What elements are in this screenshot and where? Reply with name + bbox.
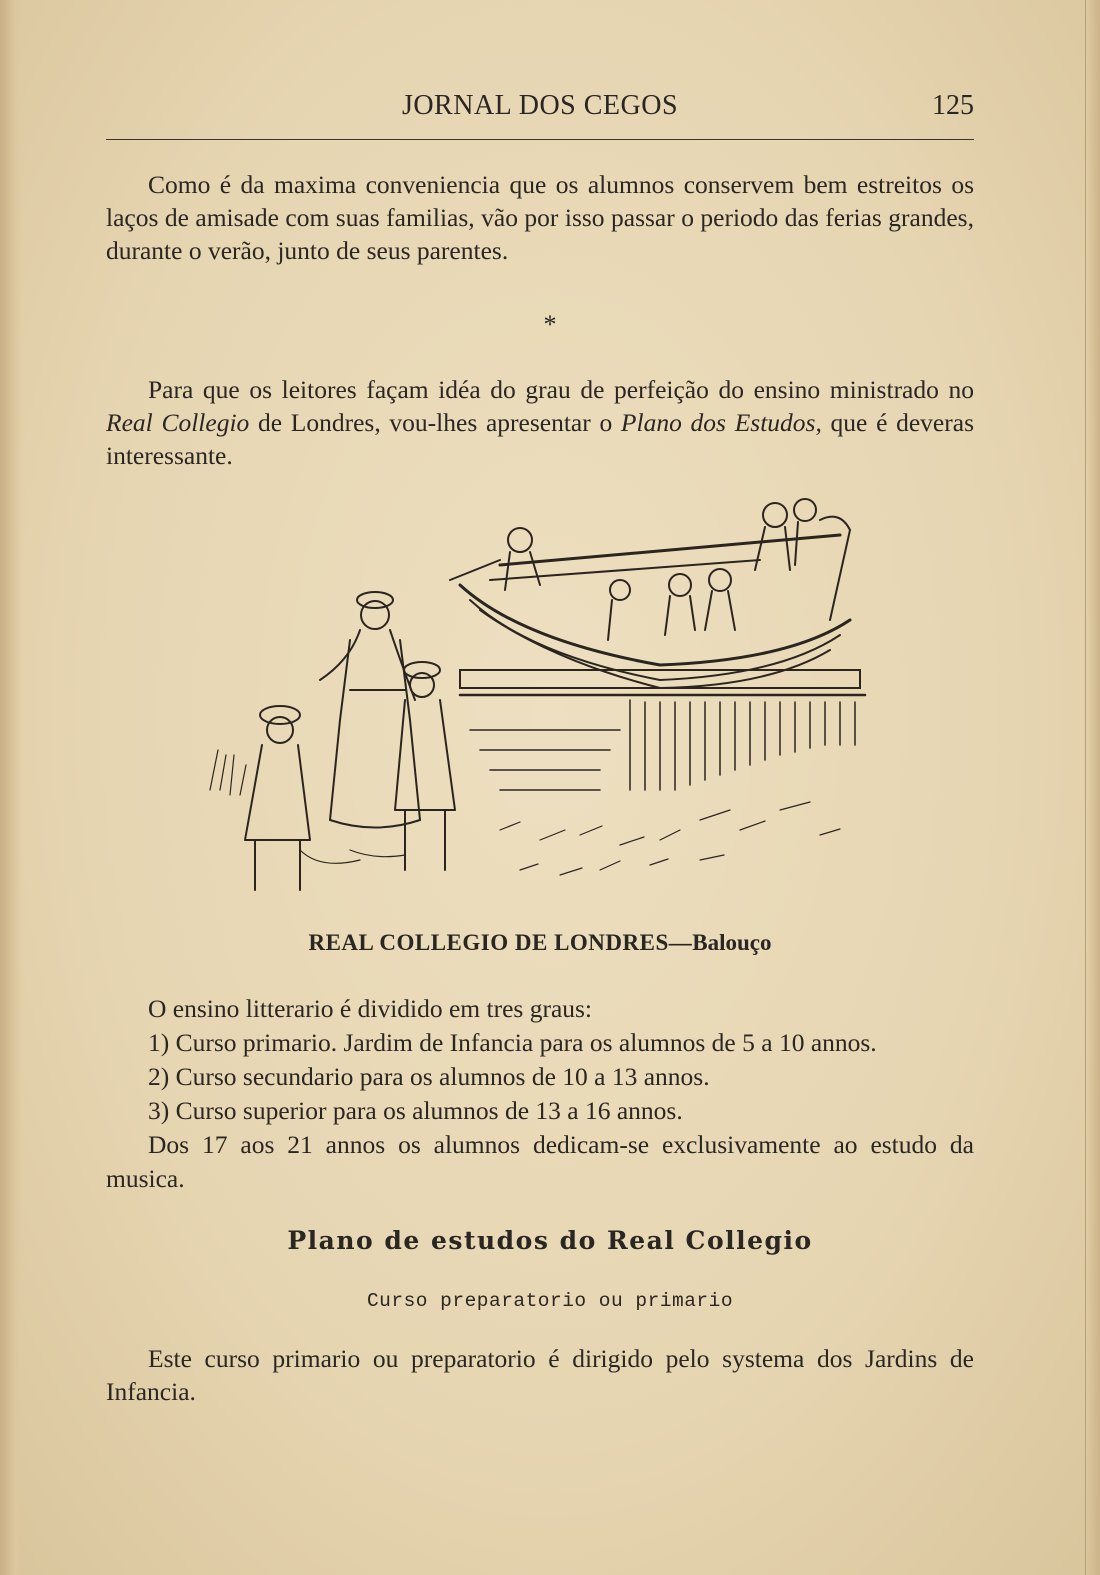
grades-intro: O ensino litterario é dividido em tres graus: (148, 994, 593, 1023)
section-subtitle: Curso preparatorio ou primario (366, 1290, 734, 1312)
page-right-edge (1085, 0, 1100, 1575)
figure-caption-dash: — (668, 930, 693, 955)
grade-item-3: 3) Curso superior para os alumnos de 13 a 16 annos. (148, 1096, 683, 1125)
section-title: Plano de estudos do Real Collegio (287, 1226, 813, 1255)
grade-item-1: 1) Curso primario. Jardim de Infancia para os alumnos de 5 a 10 annos. (148, 1028, 877, 1057)
section-separator: * (543, 310, 557, 339)
paragraph-plano-text-1: Para que os leitores façam idéa do grau de perfeição do ensino ministrado no (148, 375, 974, 404)
paragraph-plano-text-2: de Londres, vou-lhes apresentar o (249, 408, 621, 437)
header-rule (106, 139, 974, 140)
figure-caption-sub: Balouço (692, 930, 772, 955)
paragraph-ferias (106, 168, 974, 267)
grades-closing-text: Dos 17 aos 21 annos os alumnos dedicam-se exclusivamente ao estudo da musica. (106, 1130, 974, 1193)
paragraph-ferias-text: Como é da maxima conveniencia que os alumnos conservem bem estreitos os laços de amisade com suas familias, vão por isso passar o periodo das ferias grandes, durante o verão, junto de seus parentes. (106, 170, 974, 265)
figure-caption (106, 930, 974, 956)
page-left-edge (0, 0, 22, 1575)
grades-list (106, 992, 974, 1196)
grades-closing (106, 1128, 974, 1196)
paragraph-plano (106, 373, 974, 472)
paragraph-plano-text-3: que é deveras interessante. (106, 408, 974, 470)
plano-dos-estudos-italic: Plano dos Estudos, (620, 408, 822, 437)
journal-title: JORNAL DOS CEGOS (401, 90, 679, 121)
section-body-text: Este curso primario ou preparatorio é dirigido pelo systema dos Jardins de Infancia. (106, 1344, 974, 1406)
swing-boat-illustration (200, 490, 870, 910)
section-body (106, 1342, 974, 1408)
grade-item-2: 2) Curso secundario para os alumnos de 10 a 13 annos. (148, 1062, 710, 1091)
real-collegio-italic: Real Collegio (106, 408, 250, 437)
page-number: 125 (932, 90, 974, 121)
figure-caption-main: REAL COLLEGIO DE LONDRES (308, 930, 669, 955)
running-header (106, 90, 974, 132)
